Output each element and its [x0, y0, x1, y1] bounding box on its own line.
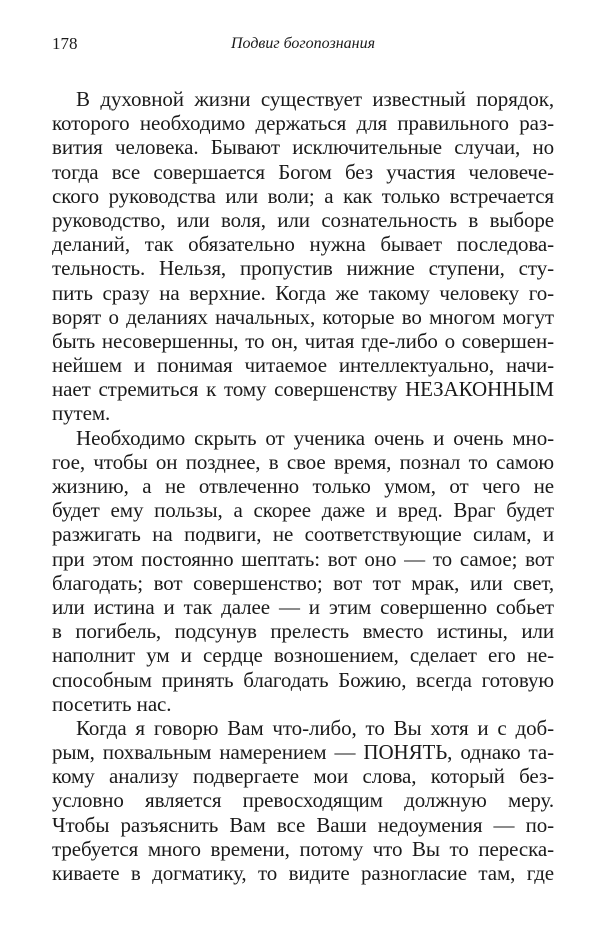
text-line: кому анализу подвергаете мои слова, который без- [52, 764, 554, 789]
body-text [52, 87, 554, 885]
text-line: наполнит ум и сердце возношением, сделает его не- [52, 643, 554, 668]
text-line: или истина и так далее — и этим совершенно собьет [52, 594, 554, 619]
text-line: ворят о деланиях начальных, которые во многом могут [52, 304, 554, 329]
text-line: Когда я говорю Вам что-либо, то Вы хотя и с доб- [76, 715, 554, 740]
text-line: жизнию, а не отвлеченно только умом, от чего не [52, 474, 554, 498]
paragraph [52, 87, 554, 426]
paragraph [52, 716, 554, 885]
page-header [52, 34, 554, 56]
text-line: будет ему пользы, а скорее даже и вред. Враг будет [52, 498, 554, 523]
text-line: при этом постоянно шептать: вот оно — то самое; вот [52, 546, 554, 571]
paragraph [52, 426, 554, 716]
text-line: тельность. Нельзя, пропустив нижние ступени, сту- [52, 256, 554, 281]
text-line: ского руководства или воли; а как только встречается [52, 183, 554, 208]
text-line: нейшем и понимая читаемое интеллектуально, начи- [52, 353, 554, 378]
text-line: условно является превосходящим должную меру. [52, 788, 554, 813]
running-title: Подвиг богопознания [230, 35, 376, 52]
text-line: киваете в догматику, то видите разногласие там, где [52, 861, 554, 885]
text-line: благодать; вот совершенство; вот тот мрак, или свет, [52, 570, 554, 595]
text-line: пить сразу на верхние. Когда же такому человеку го- [52, 280, 554, 305]
text-line: способным принять благодать Божию, всегда готовую [52, 667, 554, 692]
text-line: требуется много времени, потому что Вы то переска- [52, 836, 554, 861]
text-line: тогда все совершается Богом без участия человече- [52, 159, 554, 184]
text-line: Необходимо скрыть от ученика очень и очень мно- [76, 425, 554, 450]
text-line: В духовной жизни существует известный порядок, [76, 87, 554, 111]
text-line: путем. [52, 401, 111, 426]
text-line: рым, похвальным намерением — ПОНЯТЬ, однако та- [52, 740, 554, 765]
text-line: вития человека. Бывают исключительные случаи, но [52, 135, 554, 160]
text-line: гое, чтобы он позднее, в свое время, познал то самою [52, 449, 554, 474]
page-number: 178 [52, 34, 78, 53]
text-line: в погибель, подсунув прелесть вместо истины, или [52, 619, 554, 644]
text-line: Чтобы разъяснить Вам все Ваши недоумения — по- [52, 812, 554, 837]
text-line: быть несовершенны, то он, читая где-либо о совершен- [52, 328, 554, 353]
text-line: деланий, так обязательно нужна бывает последова- [52, 232, 554, 257]
text-line: посетить нас. [52, 691, 172, 716]
text-line: разжигать на подвиги, не соответствующие силам, и [52, 522, 554, 547]
text-line: нает стремиться к тому совершенству НЕЗАКОННЫМ [52, 377, 554, 402]
text-line: руководство, или воля, или сознательность в выборе [52, 207, 554, 232]
text-line: которого необходимо держаться для правильного раз- [52, 111, 554, 136]
